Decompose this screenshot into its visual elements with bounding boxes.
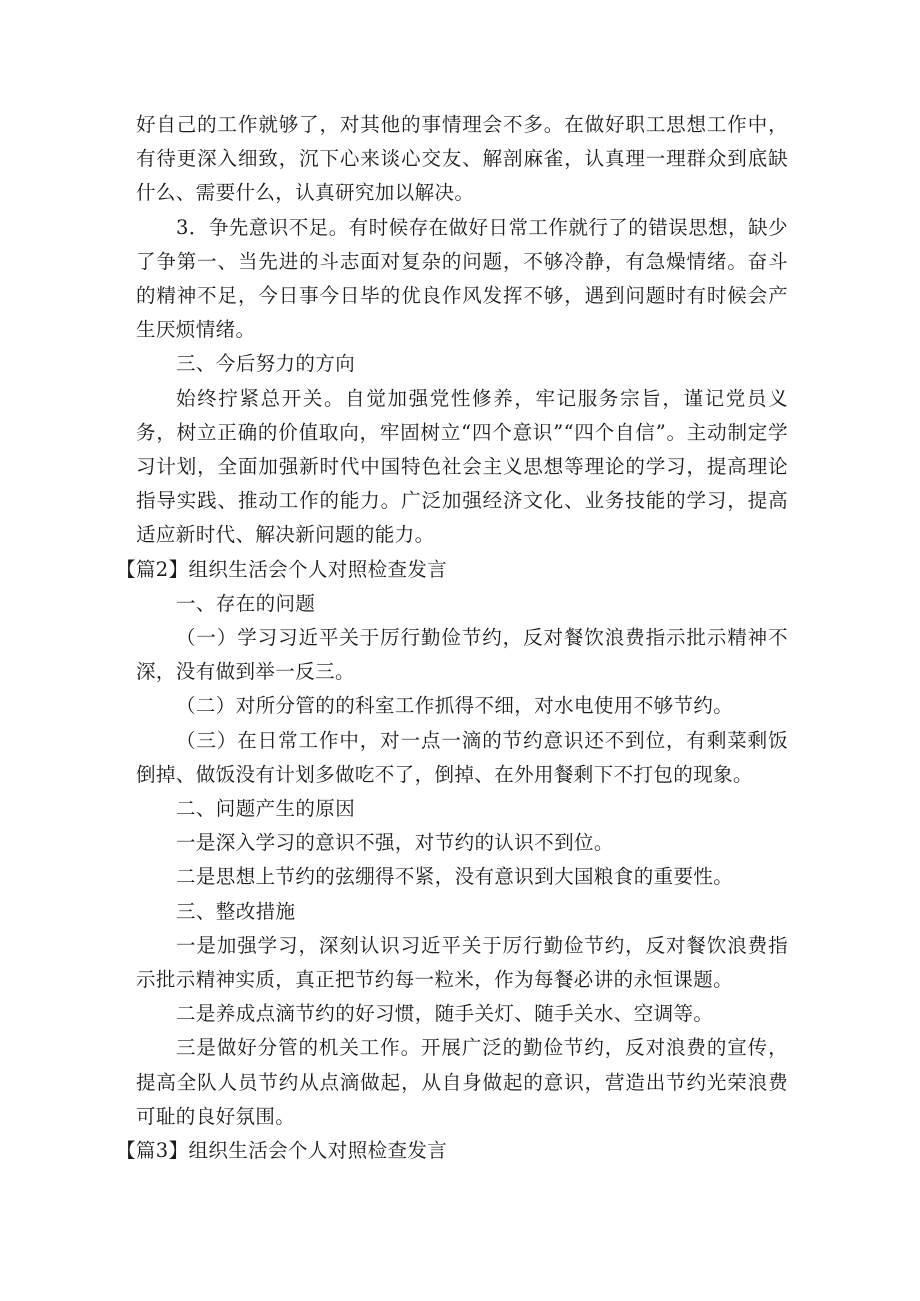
document-body <box>116 108 788 1168</box>
section-heading-causes: 二、问题产生的原因 <box>176 797 356 821</box>
paragraph-competition-awareness: 3．争先意识不足。有时候存在做好日常工作就行了的错误思想，缺少了争第一、当先进的斗志面对复杂的问题，不够冷静，有急燥情绪。奋斗的精神不足，今日事今日毕的优良作风发挥不够，遇到问题时有时候会产生厌烦情绪。 <box>136 215 788 342</box>
paragraph-problem-1: （一）学习习近平关于厉行勤俭节约，反对餐饮浪费指示批示精神不深，没有做到举一反三。 <box>136 626 788 684</box>
article-title-part-2: 【篇2】组织生活会个人对照检查发言 <box>116 557 448 581</box>
section-heading-future-direction: 三、今后努力的方向 <box>176 352 356 376</box>
paragraph-measure-1: 一是加强学习，深刻认识习近平关于厉行勤俭节约，反对餐饮浪费指示批示精神实质，真正把节约每一粒米，作为每餐必讲的永恒课题。 <box>136 933 788 992</box>
paragraph-problem-3: （三）在日常工作中，对一点一滴的节约意识还不到位，有剩菜剩饭倒掉、做饭没有计划多做吃不了，倒掉、在外用餐剩下不打包的现象。 <box>136 728 788 786</box>
section-heading-existing-problems: 一、存在的问题 <box>176 591 316 615</box>
article-title-part-3: 【篇3】组织生活会个人对照检查发言 <box>116 1139 448 1163</box>
paragraph-measure-2: 二是养成点滴节约的好习惯，随手关灯、随手关水、空调等。 <box>176 1002 714 1026</box>
paragraph-measure-3: 三是做好分管的机关工作。开展广泛的勤俭节约，反对浪费的宣传，提高全队人员节约从点滴做起，从自身做起的意识，营造出节约光荣浪费可耻的良好氛围。 <box>136 1036 788 1128</box>
paragraph-problem-2: （二）对所分管的的科室工作抓得不细，对水电使用不够节约。 <box>176 694 734 718</box>
paragraph-tighten-switch: 始终拧紧总开关。自觉加强党性修养，牢记服务宗旨，谨记党员义务，树立正确的价值取向，牢固树立“四个意识”“四个自信”。主动制定学习计划，全面加强新时代中国特色社会主义思想等理论的学习，提高理论指导实践、推动工作的能力。广泛加强经济文化、业务技能的学习，提高适应新时代、解决新问题的能力。 <box>136 386 788 547</box>
paragraph-continued: 好自己的工作就够了，对其他的事情理会不多。在做好职工思想工作中，有待更深入细致，沉下心来谈心交友、解剖麻雀，认真理一理群众到底缺什么、需要什么，认真研究加以解决。 <box>136 113 788 205</box>
paragraph-cause-1: 一是深入学习的意识不强，对节约的认识不到位。 <box>176 831 614 855</box>
paragraph-cause-2: 二是思想上节约的弦绷得不紧，没有意识到大国粮食的重要性。 <box>176 865 734 889</box>
section-heading-rectification: 三、整改措施 <box>176 899 296 923</box>
